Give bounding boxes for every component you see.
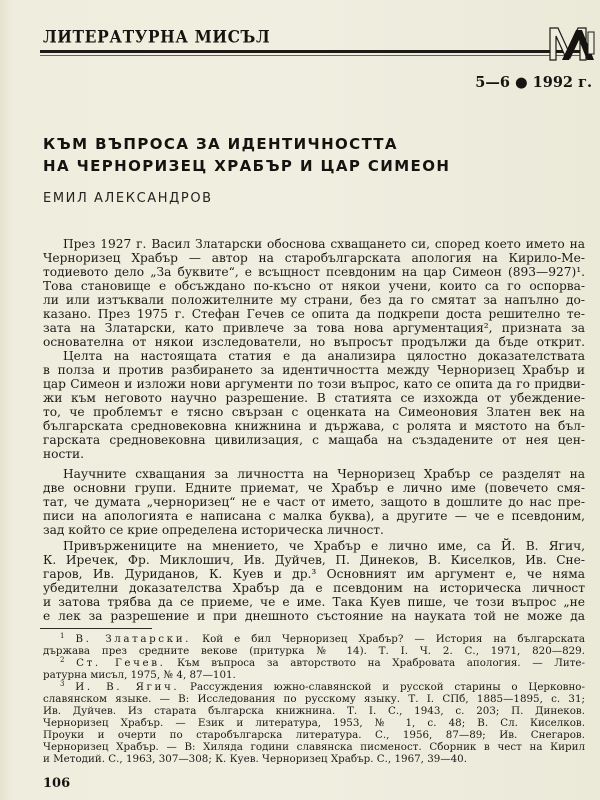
journal-logo-icon (548, 26, 596, 62)
body-line: е лек за разрешение и при днешното състояние на науката той не може да (43, 609, 585, 623)
footnote-line: Черноризец Храбър. — В: Хиляда години славянска писменост. Сборник в чест на Кирил (43, 741, 585, 753)
footnote-marker: 3 (60, 680, 65, 688)
body-line: в полза и против разбирането за идентичността между Черноризец Храбър и (43, 363, 585, 377)
footnote-marker: 2 (60, 656, 65, 664)
footnote-1 (60, 633, 585, 645)
footnote-text: Рассуждения южно-славянской и русской старины о Церковно- (190, 681, 585, 693)
body-line: гаров, Ив. Дуриданов, К. Куев и др.³ Основният им аргумент е, че няма (43, 567, 585, 581)
body-line: две основни групи. Едните приемат, че Храбър е лично име (повечето смя- (43, 481, 585, 495)
body-line: жи към неговото научно разрешение. В статията се изхожда от убеждение- (43, 391, 585, 405)
footnote-line: ратурна мисъл, 1975, № 4, 87—101. (43, 669, 236, 681)
footnote-marker: 1 (60, 632, 65, 640)
header-rule-thin (40, 55, 588, 56)
body-line: цар Симеон и изложи нови аргументи по този въпрос, като се опита да го придви- (43, 377, 585, 391)
footnote-line: Ив. Дуйчев. Из старата българска книжнина. Т. I. С., 1943, с. 203; П. Динеков. (43, 705, 585, 717)
body-line: ли или изтъквали положителните му страни, без да го смятат за напълно до- (43, 293, 585, 307)
body-line: ности. (43, 447, 85, 461)
footnote-line: държава през средните векове (притурка № 14). Т. I. Ч. 2. С., 1971, 820—829. (43, 645, 585, 657)
article-title-line-1: КЪМ ВЪПРОСА ЗА ИДЕНТИЧНОСТТА (43, 135, 398, 153)
body-line: казано. През 1975 г. Стефан Гечев се опита да подкрепи доста решително те- (43, 307, 585, 321)
body-line: К. Иречек, Фр. Миклошич, Ив. Дуйчев, П. Динеков, В. Киселков, Ив. Сне- (43, 553, 585, 567)
body-line: гарската средновековна цивилизация, с мащаба на създадените от нея цен- (43, 433, 585, 447)
footnote-author: Ст. Гечев. (76, 657, 166, 669)
body-line: тодиевото дело „За буквите“, е всъщност псевдоним на цар Симеон (893—927)¹. (43, 265, 585, 279)
body-line: Научните схващания за личността на Черноризец Храбър се разделят на (63, 467, 585, 481)
body-line: писи на апологията е написана с малка буква), а другите — че е псевдоним, (43, 509, 585, 523)
body-line: и затова трябва да се приеме, че е име. Така Куев пише, че този въпрос „не (43, 595, 585, 609)
footnote-line: и Методий. С., 1963, 307—308; К. Куев. Черноризец Храбър. С., 1967, 39—40. (43, 753, 467, 765)
footnote-3 (60, 681, 585, 693)
body-line: Черноризец Храбър — автор на старобългарската апология на Кирило-Ме- (43, 251, 585, 265)
article-author: ЕМИЛ АЛЕКСАНДРОВ (43, 191, 213, 206)
body-line: Целта на настоящата статия е да анализира цялостно доказателствата (63, 349, 585, 363)
article-title-line-2: НА ЧЕРНОРИЗЕЦ ХРАБЪР И ЦАР СИМЕОН (43, 157, 451, 175)
footnote-2 (60, 657, 585, 669)
footnote-text: Към въпроса за авторството на Храбровата апология. — Лите- (177, 657, 585, 669)
body-line: българската средновековна книжнина и държава, с ролята и мястото на бъл- (43, 419, 585, 433)
body-line: зад който се крие определена историческа личност. (43, 523, 384, 537)
header-rule (40, 50, 585, 53)
footnote-text: Кой е бил Черноризец Храбър? — История на българската (202, 633, 586, 645)
body-line: зата на Златарски, като привлече за това нова аргументация², призната за (43, 321, 585, 335)
journal-title: ЛИТЕРАТУРНА МИСЪЛ (43, 26, 271, 47)
page-number: 106 (43, 776, 71, 791)
footnote-line: Черноризец Храбър. — Език и литература, 1953, № 1, с. 48; В. Сл. Киселков. (43, 717, 585, 729)
body-line: основателна от някои изследователи, но въпросът продължи да бъде открит. (43, 335, 585, 349)
footnote-line: славянском языке. — В: Исследования по русскому языку. Т. I. СПб, 1885—1895, с. 31; (43, 693, 585, 705)
footnote-author: В. Златарски. (75, 633, 192, 645)
footnote-author: И. В. Ягич. (75, 681, 180, 693)
body-line: През 1927 г. Васил Златарски обоснова схващането си, според което името на (63, 237, 585, 251)
footnote-line: Проуки и очерти по старобългарска литература. С., 1956, 87—89; Ив. Снегаров. (43, 729, 585, 741)
body-line: убедителни доказателства Храбър да е псевдоним на историческа личност (43, 581, 585, 595)
body-line: тат, че думата „черноризец“ не е част от името, защото в дошлите до нас пре- (43, 495, 585, 509)
issue-info: 5—6 ● 1992 г. (475, 74, 592, 91)
body-line: Това становище е обсъждано по-късно от някои учени, които са го оспорва- (43, 279, 585, 293)
footnote-rule (40, 628, 152, 629)
body-line: то, че проблемът е тясно свързан с оценката на Симеоновия Златен век на (43, 405, 585, 419)
body-line: Привържениците на мнението, че Храбър е лично име, са Й. В. Ягич, (63, 539, 585, 553)
